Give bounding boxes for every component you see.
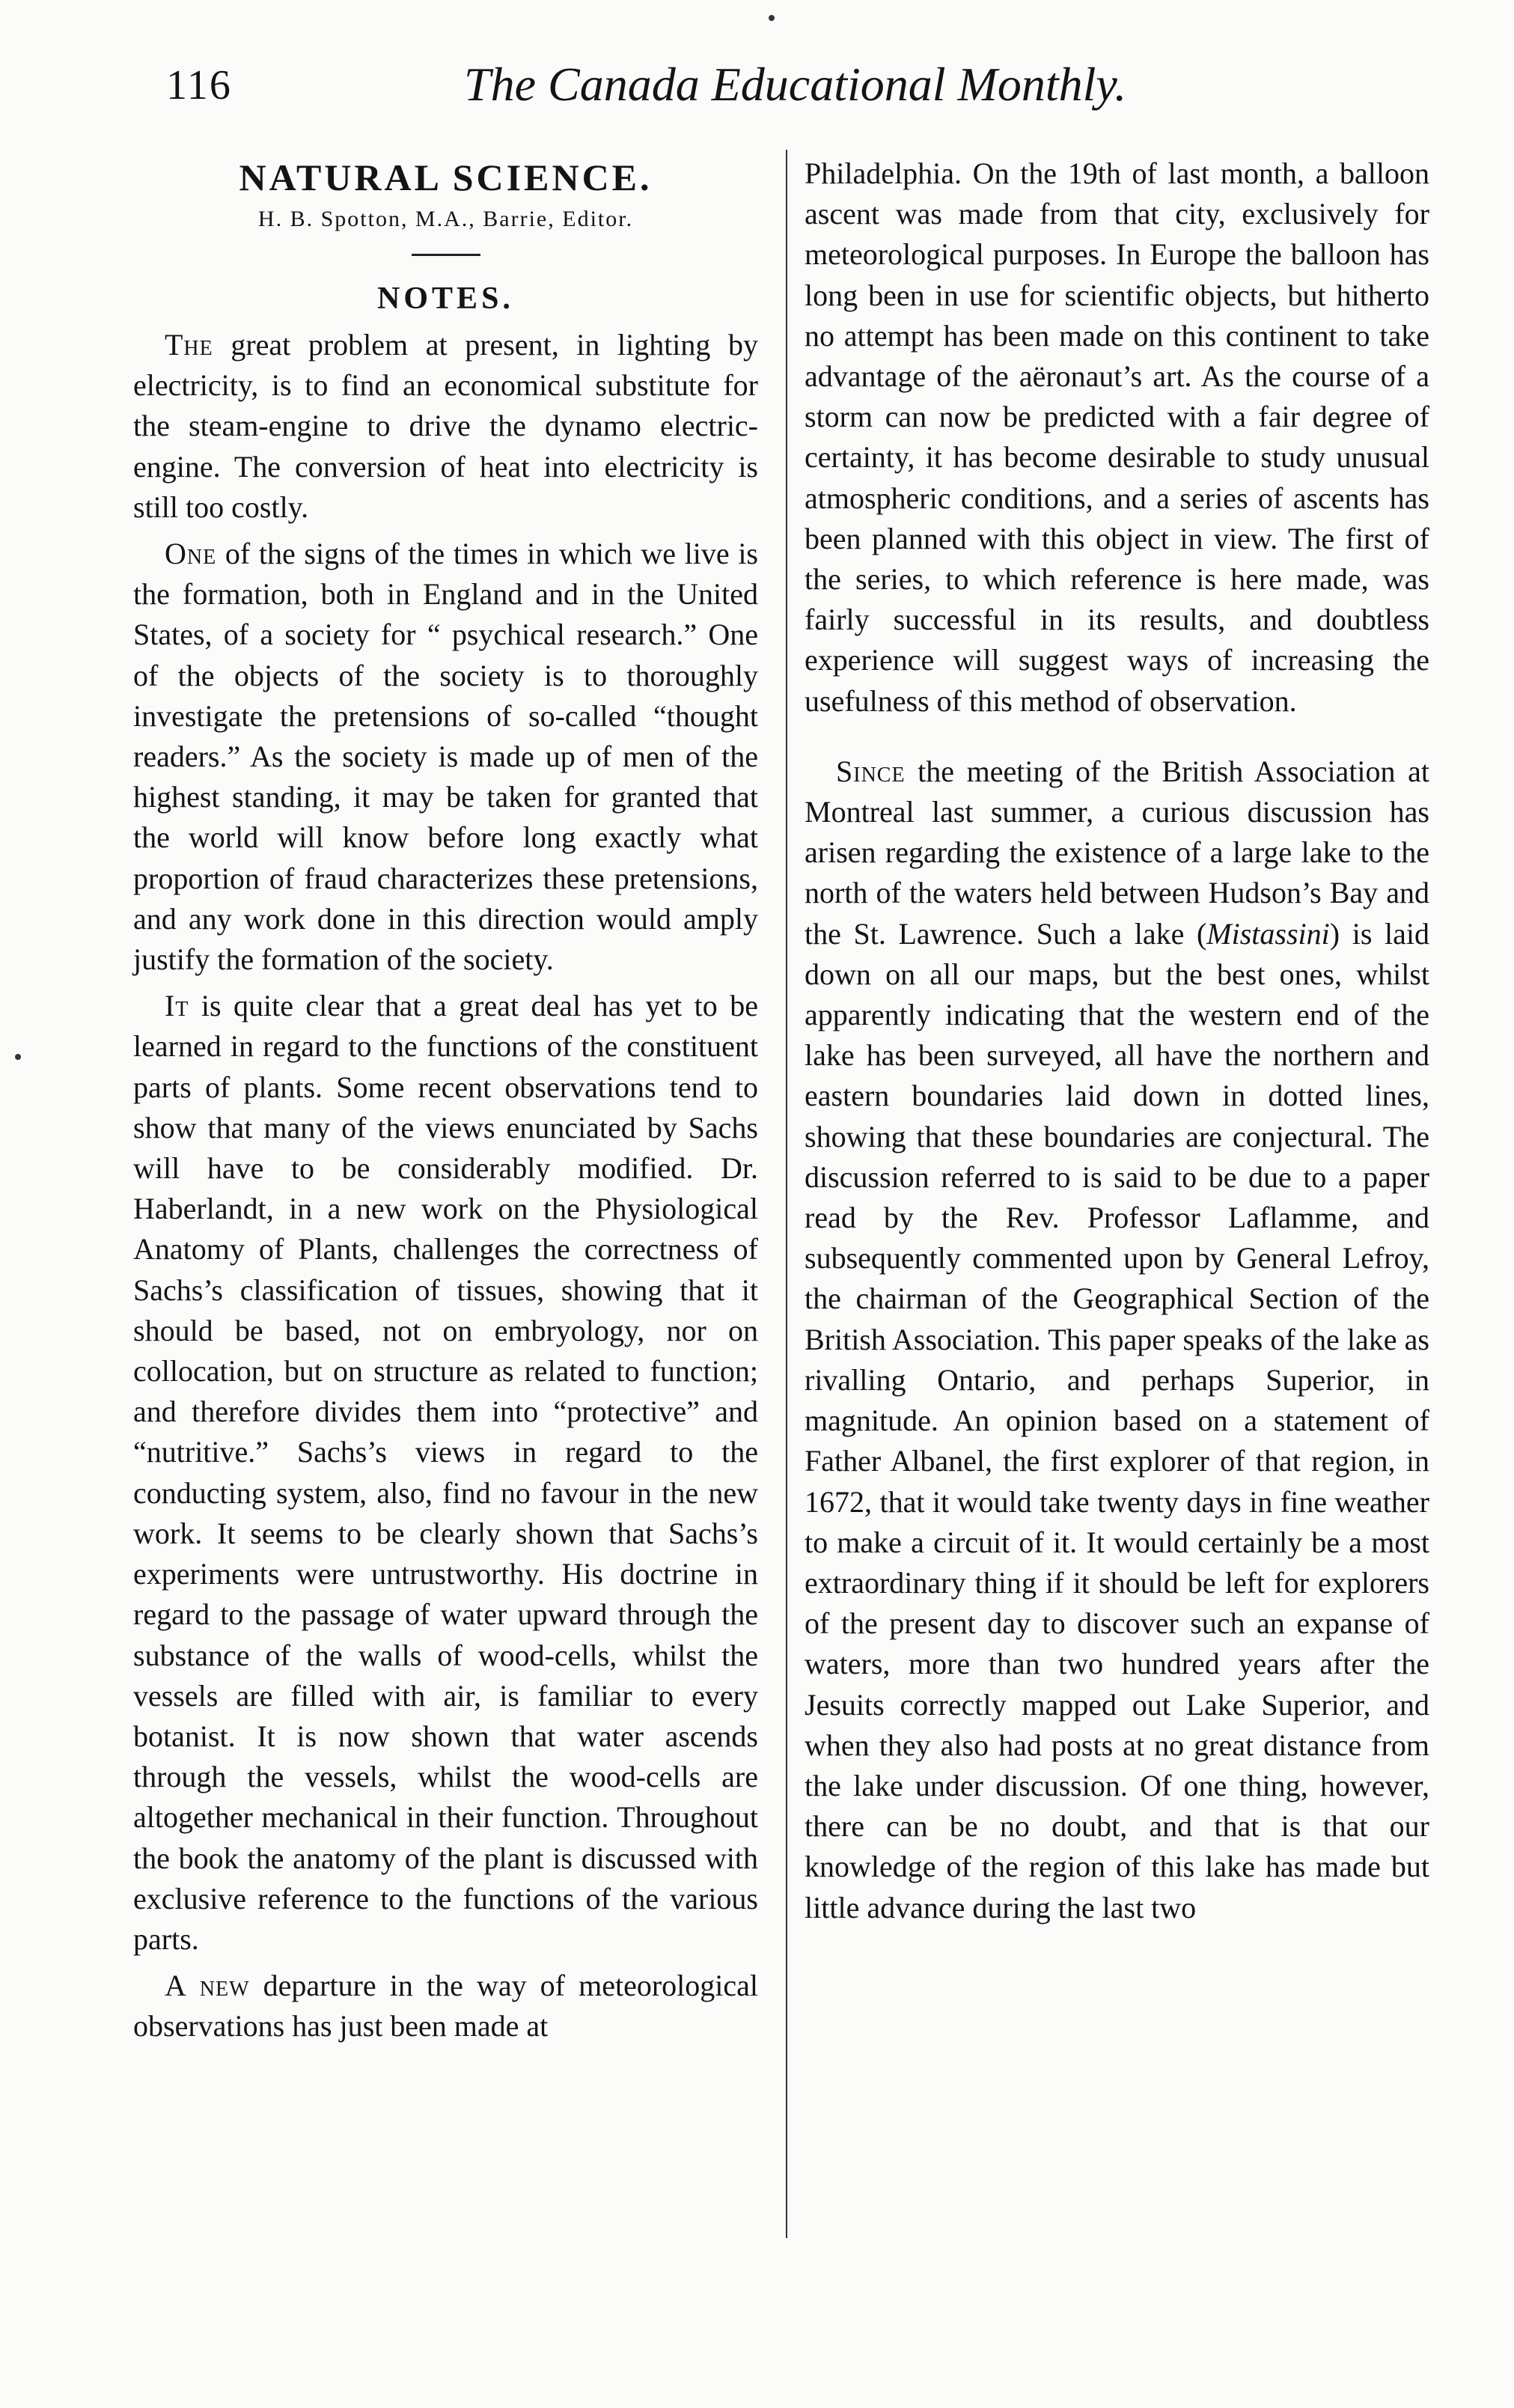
title-divider bbox=[412, 254, 480, 256]
left-column bbox=[133, 153, 758, 2047]
paragraph-lead: The bbox=[165, 328, 213, 362]
paragraph-psychical-research bbox=[133, 534, 758, 980]
paragraph-plant-anatomy bbox=[133, 986, 758, 1960]
paragraph-lead: One bbox=[165, 537, 217, 571]
page-number: 116 bbox=[166, 62, 232, 109]
right-column bbox=[805, 153, 1429, 1928]
paragraph-meteorological-observations bbox=[133, 1966, 758, 2046]
paragraph-lead: A new bbox=[165, 1969, 250, 2003]
paragraph-text: ) is laid down on all our maps, but the best ones, whilst apparently indicating that the western end of the lake has been surveyed, all have the northern and eastern boundaries laid down in dotted lines, showing that these boundaries are conjectural. The discussion referred to is said to be due to a paper read by the Rev. Professor Laflamme, and subsequently commented upon by General Lefroy, the chairman of the Geographical Section of the British Association. This paper speaks of the lake as rivalling Ontario, and perhaps Superior, in magnitude. An opinion based on a statement of Father Albanel, the first explorer of that region, in 1672, that it would take twenty days in fine weather to make a circuit of it. It would certainly be a most extraordinary thing if it should be left for explorers of the present day to discover such an expanse of waters, more than two hundred years after the Jesuits correctly mapped out Lake Superior, and when they also had posts at no great distance from the lake under discussion. Of one thing, however, there can be no doubt, and that is that our knowledge of the region of this lake has made but little advance during the last two bbox=[805, 916, 1429, 1924]
paragraph-lead: It bbox=[165, 989, 189, 1023]
paragraph-lead: Since bbox=[836, 754, 906, 788]
paragraph-text: of the signs of the times in which we live is the formation, both in England and in the United States, of a society for “ psychical research.” One of the objects of the society is to thoroughly investigate the pretensions of so-called “thought readers.” As the society is made up of men of the highest standing, it may be taken for granted that the world will know before long exactly what proportion of fraud characterizes these pretensions, and any work done in this direction would amply justify the formation of the society. bbox=[133, 537, 758, 977]
paragraph-text: is quite clear that a great deal has yet to be learned in regard to the functions of the constituent parts of plants. Some recent observations tend to show that many of the views enunciated by Sachs will have to be considerably modified. Dr. Haberlandt, in a new work on the Physiological Anatomy of Plants, challenges the correctness of Sachs’s classification of tissues, showing that it should be based, not on embryology, nor on collocation, but on structure as related to function; and therefore divides them into “protective” and “nutritive.” Sachs’s views in regard to the conducting system, also, find no favour in the new work. It seems to be clearly shown that Sachs’s experiments were untrustworthy. His doctrine in regard to the passage of water upward through the substance of the walls of wood-cells, whilst the vessels are filled with air, is familiar to every botanist. It is now shown that water ascends through the vessels, whilst the wood-cells are altogether mechanical in their function. Throughout the book the anatomy of the plant is discussed with exclusive reference to the functions of the various parts. bbox=[133, 989, 758, 1956]
paragraph-text: the meeting of the British Association at Montreal last summer, a curious discussion has arisen regarding the existence of a large lake to the north of the waters held between Hudson’s Bay and the St. Lawrence. Such a lake ( bbox=[805, 754, 1429, 951]
editor-credit: H. B. Spotton, M.A., Barrie, Editor. bbox=[257, 207, 634, 231]
paragraph-lake-mistassini bbox=[805, 752, 1429, 1928]
paragraph-balloon-continuation: Philadelphia. On the 19th of last month, a balloon ascent was made from that city, exclusively for meteorological purposes. In Europe the balloon has long been in use for scientific objects, but hitherto no attempt has been made on this continent to take advantage of the aëronaut’s art. As the course of a storm can now be predicted with a fair degree of certainty, it has become desirable to study unusual atmospheric conditions, and a series of ascents has been planned with this object in view. The first of the series, to which reference is here made, was fairly successful in its results, and doubtless experience will suggest ways of increasing the usefulness of this method of observation. bbox=[805, 156, 1429, 718]
section-title: NATURAL SCIENCE. bbox=[239, 156, 653, 198]
margin-speck bbox=[769, 15, 775, 21]
notes-heading: NOTES. bbox=[377, 281, 514, 316]
paragraph-text: great problem at present, in lighting by electricity, is to find an economical substitute for the steam-engine to drive the dynamo electric-engine. The conversion of heat into electricity is still too costly. bbox=[133, 328, 758, 524]
paragraph-text: departure in the way of meteorological observations has just been made at bbox=[133, 1969, 759, 2043]
paragraph-electric-lighting bbox=[133, 325, 758, 528]
running-head-journal-title: The Canada Educational Monthly. bbox=[464, 58, 1127, 111]
italic-lake-name: Mistassini bbox=[1206, 916, 1330, 951]
column-divider bbox=[786, 150, 787, 2238]
margin-speck bbox=[15, 1054, 21, 1060]
